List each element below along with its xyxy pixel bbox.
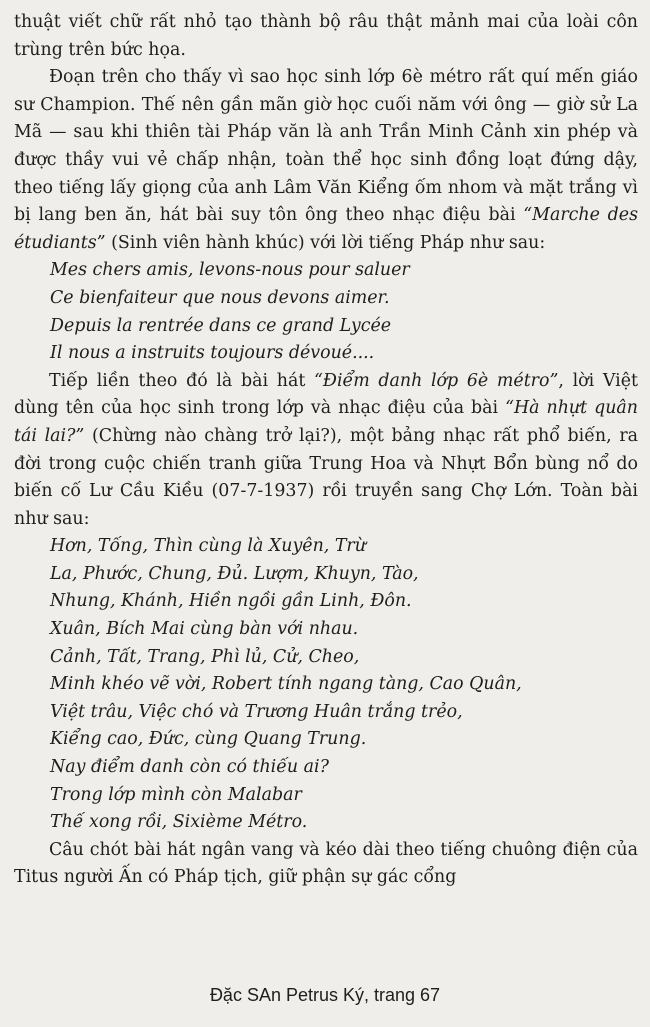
verse-line: Cảnh, Tất, Trang, Phì lủ, Cử, Cheo, <box>50 646 360 667</box>
paragraph-1: thuật viết chữ rất nhỏ tạo thành bộ râu thật mảnh mai của loài côn trùng trên bức họa. <box>14 12 638 60</box>
paragraph-2-text-after: (Sinh viên hành khúc) với lời tiếng Pháp như sau: <box>105 232 546 253</box>
verse-line: Việt trâu, Việc chó và Trương Huân trắng trẻo, <box>50 701 463 722</box>
paragraph-3-text-2: , lời Việt dùng tên của học sinh trong lớp và nhạc điệu của bài <box>14 370 638 419</box>
verse-line: La, Phước, Chung, Đủ. Lượm, Khuyn, Tào, <box>50 563 419 584</box>
verse-line: Kiểng cao, Đức, cùng Quang Trung. <box>50 729 367 750</box>
tune-title-ha-nhut: “Hà nhựt quân tái lai?” <box>14 398 638 446</box>
verse-line: Thế xong rồi, Sixième Métro. <box>50 812 308 833</box>
paragraph-4: Câu chót bài hát ngân vang và kéo dài theo tiếng chuông điện của Titus người Ấn có Pháp tịch, giữ phận sự gác cổng <box>14 839 638 888</box>
page-footer: Đặc SAn Petrus Ký, trang 67 <box>209 985 441 1005</box>
verse-line: Mes chers amis, levons-nous pour saluer <box>50 260 410 281</box>
paragraph-2-text-before: Đoạn trên cho thấy vì sao học sinh lớp 6è métro rất quí mến giáo sư Champion. Thế nên gần mãn giờ học cuối năm với ông — giờ sử La Mã — sau khi thiên tài Pháp văn là anh Trần Minh Cảnh xin phép và được thầy vui vẻ chấp nhận, toàn thể học sinh đồng loạt đứng dậy, theo tiếng lấy giọng của anh Lâm Văn Kiểng ốm nhom và mặt trắng vì bị lang ben ăn, hát bài suy tôn ông theo nhạc điệu bài <box>14 67 638 226</box>
verse-line: Depuis la rentrée dans ce grand Lycée <box>50 315 392 336</box>
verse-line: Minh khéo vẽ vời, Robert tính ngang tàng, Cao Quân, <box>50 674 522 695</box>
verse-line: Nhung, Khánh, Hiền ngồi gần Linh, Đôn. <box>50 591 412 612</box>
verse-line: Nay điểm danh còn có thiếu ai? <box>50 757 329 778</box>
paragraph-3-text-3: (Chừng nào chàng trở lại?), một bảng nhạc rất phổ biến, ra đời trong cuộc chiến tranh giữa Trung Hoa và Nhựt Bổn bùng nổ do biến cố Lư Cầu Kiều (07-7-1937) rồi truyền sang Chợ Lớn. Toàn bài như sau: <box>14 425 639 529</box>
french-verse <box>14 257 638 367</box>
verse-line: Il nous a instruits toujours dévoué.... <box>50 343 375 364</box>
roll-call-verse <box>14 533 638 837</box>
paragraph-2 <box>14 64 638 257</box>
verse-line: Ce bienfaiteur que nous devons aimer. <box>50 287 390 308</box>
body-text <box>14 9 638 892</box>
verse-line: Hơn, Tống, Thìn cùng là Xuyên, Trừ <box>50 536 366 557</box>
song-title-diem-danh: “Điểm danh lớp 6è métro” <box>314 370 559 391</box>
paragraph-3-text-1: Tiếp liền theo đó là bài hát <box>49 370 315 391</box>
verse-line: Xuân, Bích Mai cùng bàn với nhau. <box>50 619 359 640</box>
paragraph-3 <box>14 368 638 534</box>
verse-line: Trong lớp mình còn Malabar <box>50 784 302 805</box>
song-title-marche: “Marche des étudiants” <box>14 205 638 253</box>
